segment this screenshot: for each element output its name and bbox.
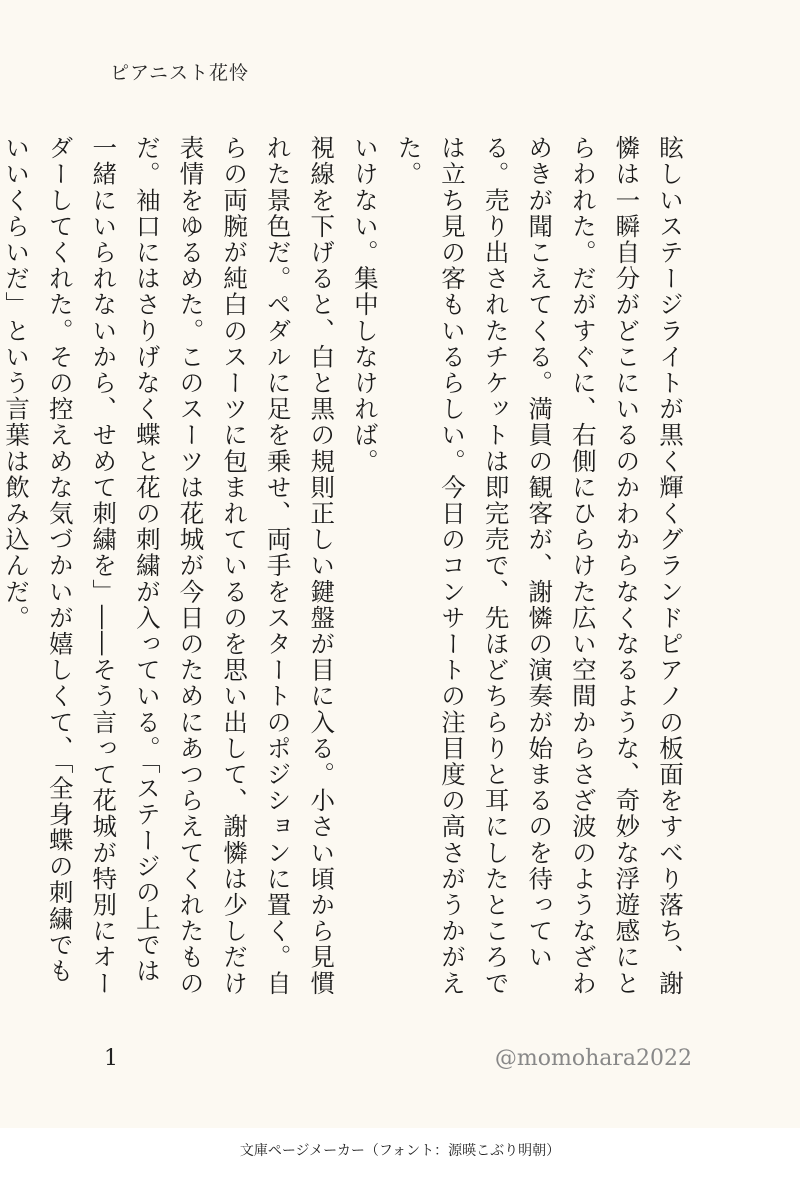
paragraph: 眩しいステージライトが黒く輝くグランドピアノの板面をすべり落ち、謝憐は一瞬自分がどこにいるのかわからなくなるような、奇妙な浮遊感にとらわれた。だがすぐに、右側にひらけた広い空間からさざ波のようなざわめきが聞こえてくる。満員の観客が、謝憐の演奏が始まるのを待っている。売り出されたチケットは即完売で、先ほどちらりと耳にしたところでは立ち見の客もいるらしい。今日のコンサートの注目度の高さがうかがえた。 xyxy=(394,135,685,997)
book-title: ピアニスト花怜 xyxy=(110,62,250,84)
footer-credit: 文庫ページメーカー（フォント：源暎こぶり明朝） xyxy=(0,1128,800,1178)
paragraph: 視線を下げると、白と黒の規則正しい鍵盤が目に入る。小さい頃から見慣れた景色だ。ペダルに足を乗せ、両手をスタートのポジションに置く。自らの両腕が純白のスーツに包まれているのを思い出して、謝憐は少しだけ表情をゆるめた。このスーツは花城が今日のためにあつらえてくれたものだ。袖口にはさりげなく蝶と花の刺繍が入っている。「ステージの上では一緒にいられないから、せめて刺繍を」――そう言って花城が特別にオーダーしてくれた。その控えめな気づかいが嬉しくて、「全身蝶の刺繍でもいいくらいだ」という言葉は飲み込んだ。 xyxy=(2,135,337,997)
page-number: 1 xyxy=(104,1046,118,1071)
author-handle: @momohara2022 xyxy=(494,1046,692,1071)
body-text xyxy=(2,135,692,1001)
paragraph: いけない。集中しなければ。 xyxy=(350,135,380,475)
